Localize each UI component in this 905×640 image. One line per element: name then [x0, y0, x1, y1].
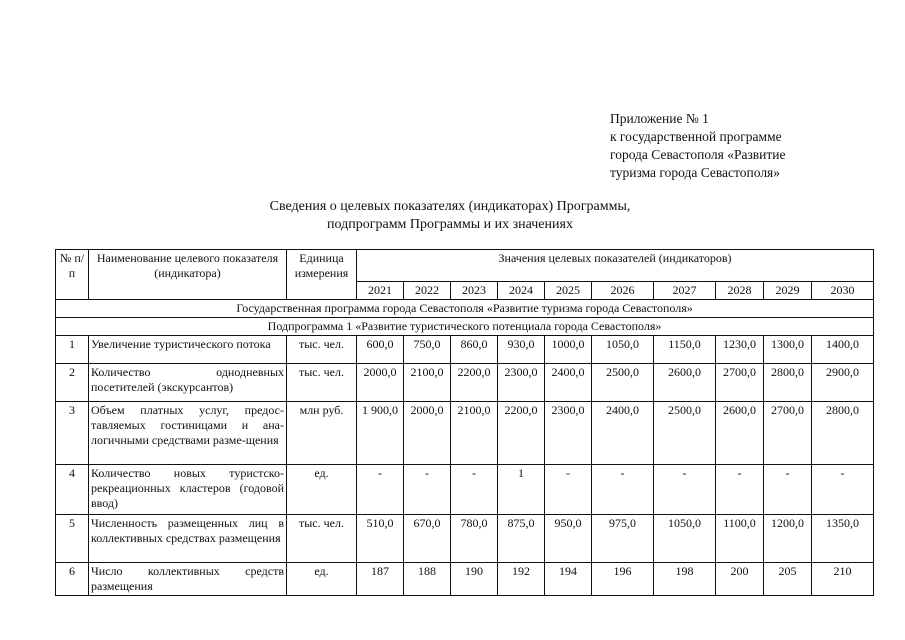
row-value: 780,0 [451, 515, 498, 563]
row-value: 190 [451, 563, 498, 596]
row-value: 875,0 [498, 515, 545, 563]
row-value: 510,0 [357, 515, 404, 563]
row-num: 5 [56, 515, 89, 563]
row-value: - [592, 465, 654, 515]
row-indicator-name: Количество однодневных посетителей (экскурсантов) [89, 364, 287, 402]
header-values: Значения целевых показателей (индикаторов) [357, 250, 874, 282]
row-unit: тыс. чел. [287, 515, 357, 563]
row-value: - [764, 465, 812, 515]
row-value: 1050,0 [592, 336, 654, 364]
row-num: 1 [56, 336, 89, 364]
row-value: 2100,0 [404, 364, 451, 402]
year-header: 2025 [545, 282, 592, 300]
row-value: 1050,0 [654, 515, 716, 563]
row-value: 1 [498, 465, 545, 515]
row-value: 1150,0 [654, 336, 716, 364]
header-name: Наименование целевого показателя (индикатора) [89, 250, 287, 300]
row-indicator-name: Количество новых туристско-рекреационных кластеров (годовой ввод) [89, 465, 287, 515]
row-value: 1350,0 [812, 515, 874, 563]
row-indicator-name: Число коллективных средств размещения [89, 563, 287, 596]
indicators-table [55, 249, 874, 596]
row-value: 750,0 [404, 336, 451, 364]
row-value: 2400,0 [545, 364, 592, 402]
row-value: - [357, 465, 404, 515]
row-value: 2200,0 [498, 402, 545, 465]
year-header: 2022 [404, 282, 451, 300]
row-value: 975,0 [592, 515, 654, 563]
year-header: 2026 [592, 282, 654, 300]
document-title-line: подпрограмм Программы и их значениях [327, 217, 573, 232]
row-value: 950,0 [545, 515, 592, 563]
row-indicator-name: Численность размещенных лиц в коллективных средствах размещения [89, 515, 287, 563]
table-row [56, 364, 874, 402]
row-unit: тыс. чел. [287, 364, 357, 402]
row-value: 210 [812, 563, 874, 596]
row-value: 2500,0 [592, 364, 654, 402]
row-value: 2700,0 [716, 364, 764, 402]
row-value: 860,0 [451, 336, 498, 364]
row-value: 1230,0 [716, 336, 764, 364]
table-row [56, 336, 874, 364]
row-value: 198 [654, 563, 716, 596]
row-value: - [716, 465, 764, 515]
row-value: 670,0 [404, 515, 451, 563]
row-value: 2000,0 [404, 402, 451, 465]
table-body [56, 300, 874, 596]
row-num: 2 [56, 364, 89, 402]
row-value: 2300,0 [498, 364, 545, 402]
subprogram-row [56, 318, 874, 336]
row-value: 187 [357, 563, 404, 596]
row-num: 3 [56, 402, 89, 465]
row-unit: ед. [287, 563, 357, 596]
table-row [56, 402, 874, 465]
row-value: 2600,0 [716, 402, 764, 465]
year-header: 2029 [764, 282, 812, 300]
header-unit: Единица измерения [287, 250, 357, 300]
table-row [56, 515, 874, 563]
row-value: 2800,0 [764, 364, 812, 402]
row-value: 1 900,0 [357, 402, 404, 465]
row-value: 194 [545, 563, 592, 596]
year-header: 2021 [357, 282, 404, 300]
appendix-block [610, 110, 786, 182]
row-value: 2000,0 [357, 364, 404, 402]
row-value: 196 [592, 563, 654, 596]
row-value: 2900,0 [812, 364, 874, 402]
appendix-line: Приложение № 1 [610, 111, 709, 126]
header-num: № п/п [56, 250, 89, 300]
row-value: 1400,0 [812, 336, 874, 364]
row-value: 2200,0 [451, 364, 498, 402]
row-value: 2600,0 [654, 364, 716, 402]
row-value: 2300,0 [545, 402, 592, 465]
year-header: 2028 [716, 282, 764, 300]
row-value: 205 [764, 563, 812, 596]
row-value: 2400,0 [592, 402, 654, 465]
row-value: 192 [498, 563, 545, 596]
row-indicator-name: Увеличение туристического потока [89, 336, 287, 364]
row-unit: тыс. чел. [287, 336, 357, 364]
program-title: Государственная программа города Севастополя «Развитие туризма города Севастополя» [56, 300, 874, 318]
program-row [56, 300, 874, 318]
document-title [150, 198, 750, 234]
row-value: 2800,0 [812, 402, 874, 465]
year-header: 2027 [654, 282, 716, 300]
row-value: 1300,0 [764, 336, 812, 364]
row-unit: млн руб. [287, 402, 357, 465]
appendix-line: к государственной программе [610, 129, 782, 144]
appendix-line: туризма города Севастополя» [610, 165, 781, 180]
row-value: - [654, 465, 716, 515]
row-unit: ед. [287, 465, 357, 515]
subprogram-title: Подпрограмма 1 «Развитие туристического потенциала города Севастополя» [56, 318, 874, 336]
row-num: 6 [56, 563, 89, 596]
table-row [56, 465, 874, 515]
row-value: - [451, 465, 498, 515]
year-header: 2030 [812, 282, 874, 300]
row-value: 2500,0 [654, 402, 716, 465]
row-value: 188 [404, 563, 451, 596]
row-value: 2100,0 [451, 402, 498, 465]
row-value: 1200,0 [764, 515, 812, 563]
row-value: - [404, 465, 451, 515]
row-indicator-name: Объем платных услуг, предос-тавляемых гостиницами и ана-логичными средствами разме-щения [89, 402, 287, 465]
row-value: 930,0 [498, 336, 545, 364]
row-value: 1000,0 [545, 336, 592, 364]
year-header: 2024 [498, 282, 545, 300]
row-num: 4 [56, 465, 89, 515]
row-value: 2700,0 [764, 402, 812, 465]
row-value: - [545, 465, 592, 515]
row-value: 200 [716, 563, 764, 596]
appendix-line: города Севастополя «Развитие [610, 147, 786, 162]
table-row [56, 563, 874, 596]
year-header: 2023 [451, 282, 498, 300]
row-value: - [812, 465, 874, 515]
row-value: 1100,0 [716, 515, 764, 563]
document-title-line: Сведения о целевых показателях (индикаторах) Программы, [269, 199, 631, 214]
row-value: 600,0 [357, 336, 404, 364]
